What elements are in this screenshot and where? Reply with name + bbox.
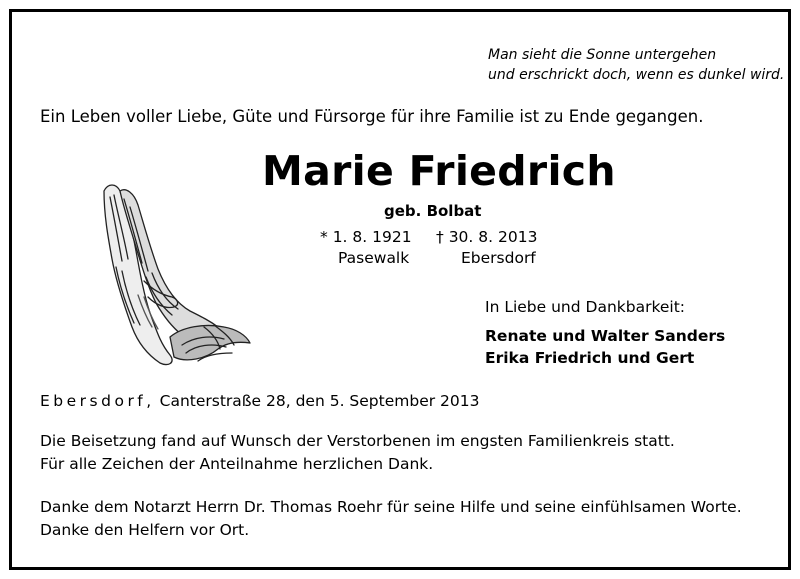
death-symbol: † <box>436 228 444 246</box>
paragraph-line: Danke dem Notarzt Herrn Dr. Thomas Roehr für seine Hilfe und seine einfühlsamen Worte. <box>40 498 742 516</box>
intro-text: Ein Leben voller Liebe, Güte und Fürsorge für ihre Familie ist zu Ende gegangen. <box>40 107 704 126</box>
paragraph-line: Die Beisetzung fand auf Wunsch der Verstorbenen im engsten Familienkreis statt. <box>40 432 675 450</box>
quote-line: Man sieht die Sonne untergehen <box>488 47 717 63</box>
maiden-name: geb. Bolbat <box>384 202 482 220</box>
mourner-name: Erika Friedrich und Gert <box>485 349 695 367</box>
birth-date: 1. 8. 1921 <box>332 228 412 246</box>
obituary-notice <box>9 9 791 570</box>
mourners-list <box>485 325 725 369</box>
birth-info <box>320 227 412 269</box>
mourners-intro: In Liebe und Dankbarkeit: <box>485 298 686 316</box>
birth-symbol: * <box>320 228 328 246</box>
deceased-name: Marie Friedrich <box>262 147 616 195</box>
death-date: 30. 8. 2013 <box>448 228 538 246</box>
quote-line: und erschrickt doch, wenn es dunkel wird. <box>488 67 785 83</box>
death-place: Ebersdorf <box>461 249 536 267</box>
praying-hands-icon <box>86 177 254 369</box>
death-info <box>436 227 537 269</box>
paragraph-line: Für alle Zeichen der Anteilnahme herzlichen Dank. <box>40 455 434 473</box>
mourner-name: Renate und Walter Sanders <box>485 327 726 345</box>
dateline <box>40 392 479 410</box>
funeral-paragraph <box>40 430 675 476</box>
quote <box>488 45 784 85</box>
dateline-town: Ebersdorf, <box>40 392 155 410</box>
thanks-paragraph <box>40 496 742 542</box>
paragraph-line: Danke den Helfern vor Ort. <box>40 521 250 539</box>
dateline-address: Canterstraße 28, den 5. September 2013 <box>154 392 480 410</box>
birth-place: Pasewalk <box>338 249 410 267</box>
